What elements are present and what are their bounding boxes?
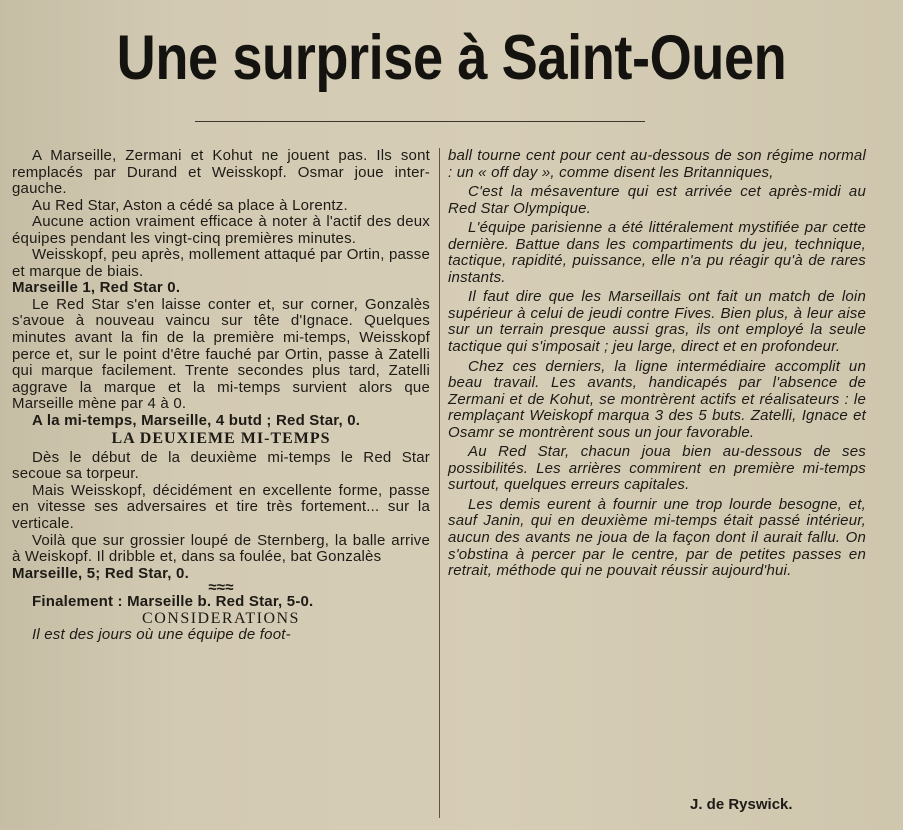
ornament-divider: ≈≈≈ [208,579,234,597]
headline-rule [195,121,645,122]
article-headline: Une surprise à Saint-Ouen [116,23,787,93]
paragraph: Dès le début de la deuxième mi-temps le Red Star secoue sa torpeur. [12,448,430,483]
paragraph: Les demis eurent à fournir une trop lourde besogne, et, sauf Janin, qui en deuxième mi-temps était passé intérieur, aucun des avants ne joua de la façon dont il aurait fallu. On s'obstina à percer par le centre, par de petites passes en retrait, méthode qui ne pouvait réussir aujourd'hui. [448,495,866,580]
paragraph: L'équipe parisienne a été littéralement mystifiée par cette dernière. Battue dans les compartiments du jeu, technique, tactique, rapidité, puissance, elle n'a pu réagir qu'à de rares instants. [448,219,866,286]
section-heading: CONSIDERATIONS [142,609,300,627]
paragraph: Voilà que sur grossier loupé de Sternberg, la balle arrive à Weiskopf. Il dribble et, dans sa foulée, bat Gonzalès [12,531,430,566]
paragraph: Mais Weisskopf, décidément en excellente forme, passe en vitesse ses adversaires et tire très fortement... sur la verticale. [12,481,430,533]
final-score: Finalement : Marseille b. Red Star, 5-0. [32,593,314,611]
score-line: Marseille, 5; Red Star, 0. [12,564,189,582]
paragraph: Chez ces derniers, la ligne intermédiaire accomplit un beau travail. Les avants, handicapés par l'absence de Zermani et de Kohut, se montrèrent actifs et réalisateurs : le remplaçant Weiskopf marqua 3 des 5 buts. Zatelli, Ignace et Osamr se montrèrent sous un jour favorable. [448,357,866,441]
section-heading: LA DEUXIEME MI-TEMPS [111,430,331,448]
paragraph: Il est des jours où une équipe de foot- [32,626,291,644]
paragraph: Aucune action vraiment efficace à noter à l'actif des deux équipes pendant les vingt-cinq premières minutes. [12,213,430,247]
halftime-score: A la mi-temps, Marseille, 4 butd ; Red Star, 0. [32,411,361,429]
author-signature: J. de Ryswick. [690,796,793,813]
paragraph: ball tourne cent pour cent au-dessous de son régime normal : un « off day », comme disent les Britanniques, [448,147,866,181]
paragraph: Au Red Star, chacun joua bien au-dessous de ses possibilités. Les arrières commirent en première mi-temps surtout, quelques erreurs capitales. [448,443,866,494]
paragraph: Weisskopf, peu après, mollement attaqué par Ortin, passe et marque de biais. [12,246,430,280]
column-divider [439,148,440,818]
right-column [448,148,866,583]
paragraph: Le Red Star s'en laisse conter et, sur corner, Gonzalès s'avoue à nouveau vaincu sur tête d'Ignace. Quelques minutes avant la fin de la première mi-temps, Weisskopf perce et, sur le point d'être fauché par Ortin, passe à Zatelli qui marque facilement. Trente secondes plus tard, Zatelli aggrave la marque et la mi-temps survient alors que Marseille mène par 4 à 0. [12,295,430,413]
paragraph: Au Red Star, Aston a cédé sa place à Lorentz. [32,196,348,214]
paragraph: Il faut dire que les Marseillais ont fait un match de loin supérieur à celui de jeudi contre Fives. Bien plus, à leur aise sur un terrain presque aussi gras, ils ont employé la seule tactique qui s'imposait ; jeu large, direct et en profondeur. [448,288,866,356]
paragraph: A Marseille, Zermani et Kohut ne jouent pas. Ils sont remplacés par Durand et Weisskopf. Osmar joue inter-gauche. [12,147,430,198]
paragraph: C'est la mésaventure qui est arrivée cet après-midi au Red Star Olympique. [448,183,866,217]
score-line: Marseille 1, Red Star 0. [12,279,181,297]
left-column [12,148,430,644]
